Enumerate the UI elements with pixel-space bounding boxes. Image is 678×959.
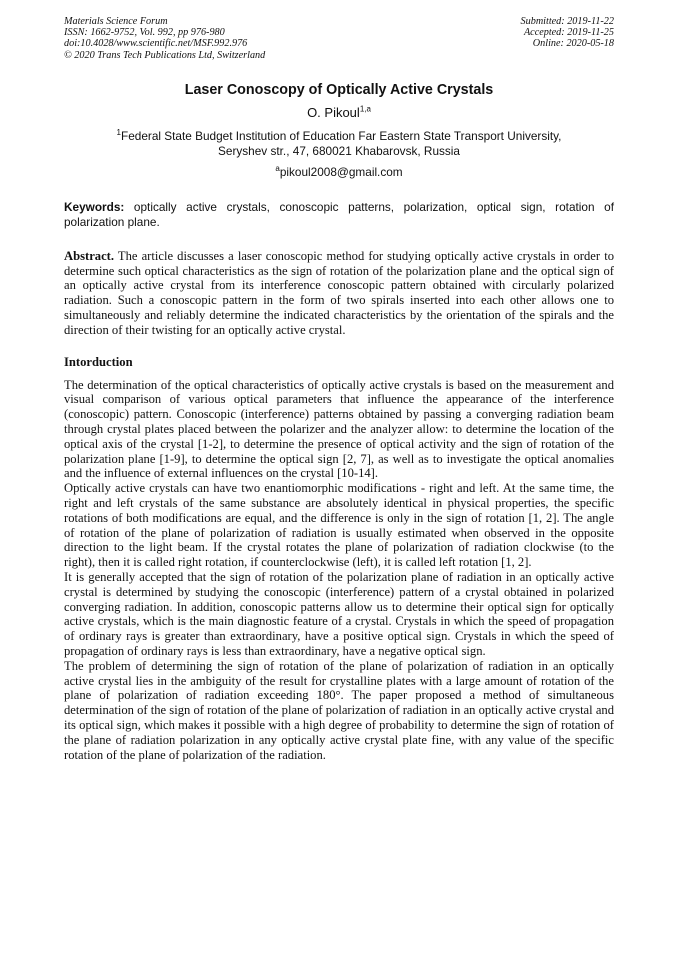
- journal-info: [64, 16, 265, 61]
- email-line: [64, 165, 614, 180]
- paragraph: The problem of determining the sign of rotation of the plane of polarization of radiation in an optically active crystal lies in the ambiguity of the result for crystalline plates with a large amount of rotation of the plane of polarization of radiation exceeding 180°. The paper proposed a method of simultaneous determination of the sign of rotation of the plane of polarization of radiation in an optically active crystal and its optical sign, which makes it possible with a high degree of probability to determine the sign of rotation of the plane of radiation polarization in any optically active crystal plate fine, with any value of the specific rotation of the plane of polarization of the radiation.: [64, 658, 614, 762]
- abstract-text: The article discusses a laser conoscopic method for studying optically active crystals in order to determine such optical characteristics as the sign of rotation of the polarization plane and the optical sign of an optically active crystal from its interference conoscopic pattern obtained with circularly polarized radiation. Such a conoscopic pattern in the form of two spirals inserted into each other allows one to simultaneously and reliably determine the indicated characteristics by the orientation of the spirals and the direction of their twisting for an optically active crystal.: [64, 248, 614, 337]
- paragraph: Optically active crystals can have two enantiomorphic modifications - right and left. At the same time, the right and left crystals of the same substance are absolutely identical in physical properties, the specific rotations of both modifications are equal, and the difference is only in the sign of rotation [1, 2]. The angle of rotation of the plane of polarization of radiation is usually estimated when observed in the opposite direction to the light beam. If the crystal rotates the plane of polarization of radiation clockwise (to the right), then it is called right rotation, if counterclockwise (left), it is called left rotation [1, 2].: [64, 481, 614, 570]
- affiliation-line-1: [64, 129, 614, 144]
- issn: ISSN: 1662-9752, Vol. 992, pp 976-980: [64, 27, 225, 39]
- submitted-date: Submitted: 2019-11-22: [520, 16, 614, 27]
- keywords-text: optically active crystals, conoscopic patterns, polarization, optical sign, rotation of polarization plane.: [64, 199, 614, 229]
- paragraph: The determination of the optical characteristics of optically active crystals is based on the measurement and visual comparison of various optical parameters that influence the appearance of the interference (conoscopic) pattern. Conoscopic (interference) patterns obtained by passing a converging radiation beam through crystal plates placed between the polarizer and the analyzer allow: to determine the location of the optical axis of the crystal [1-2], to determine the presence of optical activity and the sign of rotation of the polarization plane [1-9], to determine the optical sign [2, 7], as well as to investigate the optical anomalies and the influence of external influences on the crystal [10-14].: [64, 377, 614, 481]
- publication-header: [64, 16, 614, 61]
- affiliation-line-2: Seryshev str., 47, 680021 Khabarovsk, Russia: [218, 143, 460, 158]
- copyright: © 2020 Trans Tech Publications Ltd, Switzerland: [64, 49, 266, 61]
- accepted-date: Accepted: 2019-11-25: [523, 27, 614, 39]
- section-heading-introduction: Intorduction: [64, 354, 133, 369]
- affiliation-superscript: 1: [116, 127, 121, 137]
- paragraph: It is generally accepted that the sign of rotation of the polarization plane of radiation in an optically active crystal is determined by studying the conoscopic (interference) pattern of a crystal obtained in polarized converging radiation. In addition, conoscopic patterns allow us to determine their optical sign for optically active crystals, which is the main diagnostic feature of a crystal. Crystals in which the speed of propagation of ordinary rays is greater than extraordinary, have a positive optical sign. Crystals in which the speed of propagation of ordinary rays is less than extraordinary, have a negative optical sign.: [64, 569, 614, 658]
- abstract: [64, 249, 614, 338]
- author-name: O. Pikoul: [307, 104, 360, 120]
- author-superscript: 1,a: [359, 104, 371, 114]
- introduction-body: [64, 378, 614, 763]
- journal-name: Materials Science Forum: [64, 16, 168, 27]
- keywords: [64, 200, 614, 230]
- affiliation: [64, 129, 614, 159]
- paper-page: [64, 16, 614, 762]
- abstract-label: Abstract.: [64, 248, 115, 263]
- author-line: [64, 105, 614, 121]
- email-superscript: a: [275, 163, 280, 173]
- email-address: pikoul2008@gmail.com: [279, 164, 403, 179]
- affiliation-text-1: Federal State Budget Institution of Education Far Eastern State Transport University,: [121, 128, 562, 143]
- paper-title: Laser Conoscopy of Optically Active Crystals: [184, 81, 494, 98]
- keywords-label: Keywords:: [64, 199, 125, 214]
- online-date: Online: 2020-05-18: [532, 38, 614, 50]
- dates-info: [521, 16, 614, 61]
- doi: doi:10.4028/www.scientific.net/MSF.992.976: [64, 38, 248, 50]
